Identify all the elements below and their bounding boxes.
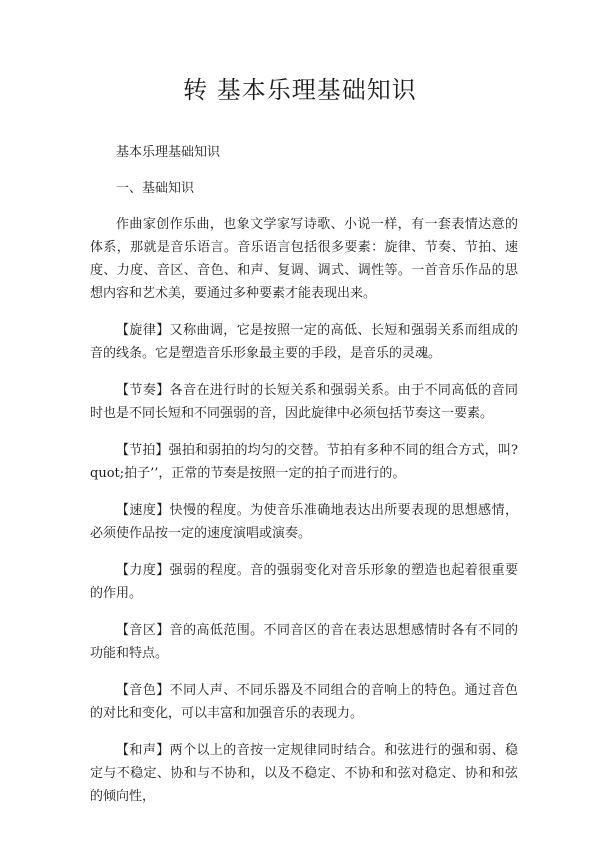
document-body [90,141,518,808]
paragraph-intro: 作曲家创作乐曲，也象文学家写诗歌、小说一样，有一套表情达意的体系，那就是音乐语言。音乐语言包括很多要素：旋律、节奏、节拍、速度、力度、音区、音色、和声、复调、调式、调性等。一首音乐作品的思想内容和艺术美，要通过多种要素才能表现出来。 [90,217,518,301]
paragraph-dynamics: 【力度】强弱的程度。音的强弱变化对音乐形象的塑造也起着很重要的作用。 [90,563,518,601]
page-title: 转 基本乐理基础知识 [183,76,417,104]
paragraph-tempo: 【速度】快慢的程度。为使音乐准确地表达出所要表现的思想感情，必须使作品按一定的速度演唱或演奏。 [90,503,518,541]
paragraph-meter: 【节拍】强拍和弱拍的均匀的交替。节拍有多种不同的组合方式，叫?quot;拍子’’，正常的节奏是按照一定的拍子而进行的。 [90,443,518,481]
paragraph-rhythm: 【节奏】各音在进行时的长短关系和强弱关系。由于不同高低的音同时也是不同长短和不同强弱的音，因此旋律中必须包括节奏这一要素。 [90,383,518,421]
paragraph-timbre: 【音色】不同人声、不同乐器及不同组合的音响上的特色。通过音色的对比和变化，可以丰富和加强音乐的表现力。 [90,683,518,721]
section-heading: 一、基础知识 [116,181,195,196]
subtitle: 基本乐理基础知识 [116,145,221,160]
paragraph-register: 【音区】音的高低范围。不同音区的音在表达思想感情时各有不同的功能和特点。 [90,623,518,661]
paragraph-harmony: 【和声】两个以上的音按一定规律同时结合。和弦进行的强和弱、稳定与不稳定、协和与不协和，以及不稳定、不协和和弦对稳定、协和和弦的倾向性， [90,743,518,804]
paragraph-melody: 【旋律】又称曲调，它是按照一定的高低、长短和强弱关系而组成的音的线条。它是塑造音乐形象最主要的手段，是音乐的灵魂。 [90,323,518,361]
